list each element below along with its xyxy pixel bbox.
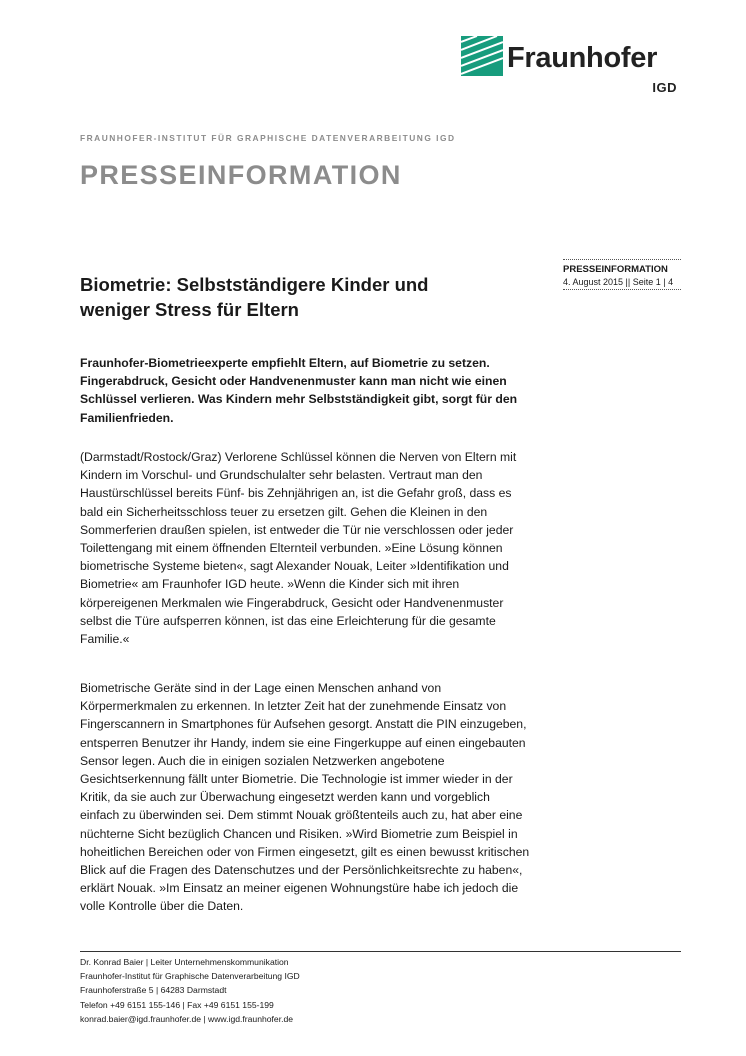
article-lead: Fraunhofer-Biometrieexperte empfiehlt Eltern, auf Biometrie zu setzen. Fingerabdruck, Gesicht oder Handvenenmuster kann man nicht wie einen Schlüssel verlieren. Was Kindern mehr Selbstständigkeit gibt, sorgt für den Familienfrieden. xyxy=(80,356,518,425)
institute-name: FRAUNHOFER-INSTITUT FÜR GRAPHISCHE DATENVERARBEITUNG IGD xyxy=(80,133,456,143)
footer-phone-fax: Telefon +49 6151 155-146 | Fax +49 6151 155-199 xyxy=(80,999,274,1010)
article-title: Biometrie: Selbstständigere Kinder und weniger Stress für Eltern xyxy=(80,274,429,320)
sidebar-top-rule xyxy=(563,259,681,260)
fraunhofer-logo-icon xyxy=(461,36,503,76)
document-type-heading: PRESSEINFORMATION xyxy=(80,160,402,190)
contact-footer xyxy=(80,951,681,1026)
footer-address: Fraunhoferstraße 5 | 64283 Darmstadt xyxy=(80,985,227,996)
article-paragraph: (Darmstadt/Rostock/Graz) Verlorene Schlüssel können die Nerven von Eltern mit Kindern im Vorschul- und Grundschulalter sehr belasten. Vertraut man den Haustürschlüssel bereits Fünf- bis Zehnjährigen an, ist die Gefahr groß, dass es bald ein Sicherheitsschloss teuer zu ersetzen gilt. Gehen die Kleinen in den Sommerferien draußen spielen, ist entweder die Tür nie verschlossen oder jeder Toilettengang mit einem öffnenden Elternteil verbunden. »Eine Lösung können biometrische Systeme bieten«, sagt Alexander Nouak, Leiter »Identifikation und Biometrie« am Fraunhofer IGD heute. »Wenn die Kinder sich mit ihren körpereigenen Merkmalen wie Fingerabdruck, Gesicht oder Handvenenmuster selbst die Türe aufsperren können, ist das eine Erleichterung für die gesamte Familie.« xyxy=(80,450,517,647)
fraunhofer-logo xyxy=(461,36,681,96)
logo-name: Fraunhofer xyxy=(507,42,658,74)
footer-contact-name: Dr. Konrad Baier | Leiter Unternehmenskommunikation xyxy=(80,957,289,967)
sidebar-date-page: 4. August 2015 || Seite 1 | 4 xyxy=(563,277,674,287)
sidebar-label: PRESSEINFORMATION xyxy=(563,264,668,275)
sidebar-bottom-rule xyxy=(563,289,681,290)
footer-institute: Fraunhofer-Institut für Graphische Datenverarbeitung IGD xyxy=(80,971,300,982)
article-paragraph: Biometrische Geräte sind in der Lage einen Menschen anhand von Körpermerkmalen zu erkennen. In letzter Zeit hat der zunehmende Einsatz von Fingerscannern in Smartphones für Aufsehen gesorgt. Anstatt die PIN einzugeben, entsperren Benutzer ihr Handy, indem sie eine Fingerkuppe auf einen eingebauten Sensor legen. Auch die in einigen sozialen Netzwerken angebotene Gesichtserkennung fällt unter Biometrie. Die Technologie ist immer wieder in der Kritik, da sie auch zur Überwachung eingesetzt werden kann und vorgeblich einfach zu überwinden sei. Dem stimmt Nouak größtenteils auch zu, hat aber eine nüchterne Sicht bezüglich Chancen und Risiken. »Wird Biometrie zum Beispiel in hoheitlichen Bereichen oder von Firmen eingesetzt, gilt es einen bewusst kritischen Blick auf die Fragen des Datenschutzes und der Persönlichkeitsrechte zu haben«, erklärt Nouak. »Im Einsatz an meiner eigenen Wohnungstüre habe ich jedoch die volle Kontrolle über die Daten. xyxy=(80,681,530,914)
footer-email-web: konrad.baier@igd.fraunhofer.de | www.igd.fraunhofer.de xyxy=(80,1013,294,1024)
logo-subtitle: IGD xyxy=(652,80,677,95)
sidebar-info xyxy=(563,259,681,290)
